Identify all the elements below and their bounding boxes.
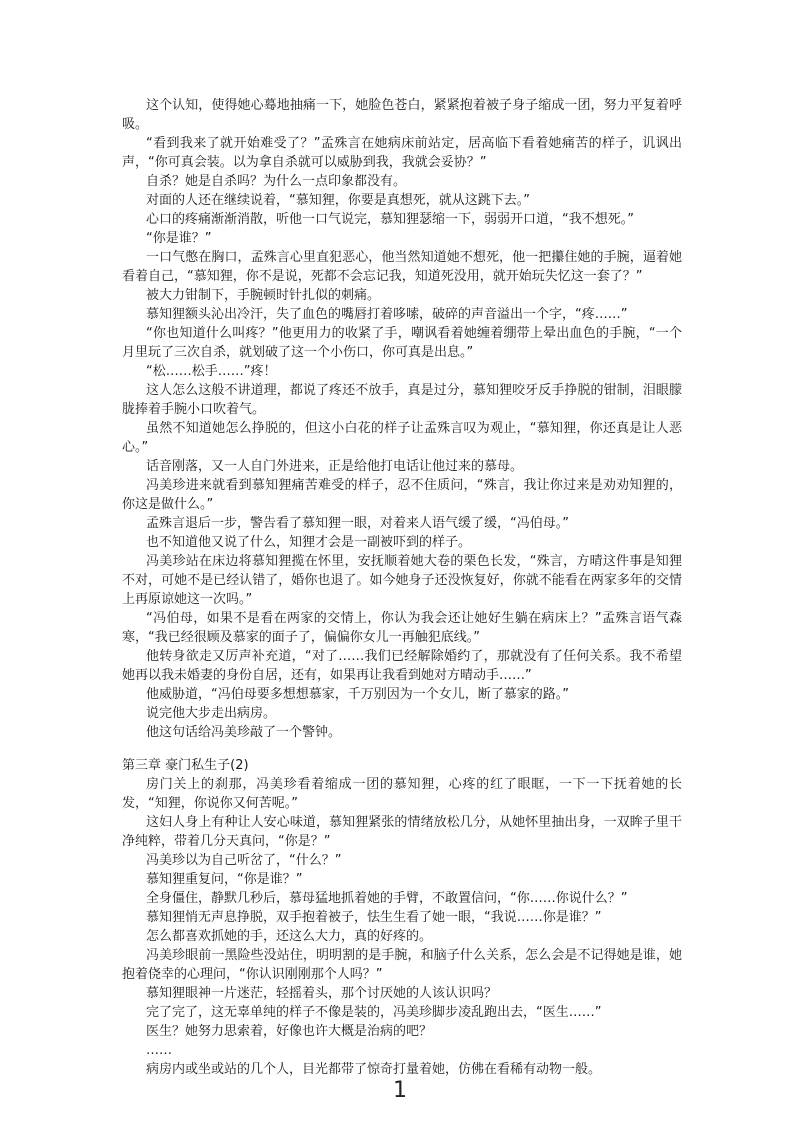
paragraph: “冯伯母，如果不是看在两家的交情上，你认为我会还让她好生躺在病床上？”孟殊言语气森寒，“我已经很顾及慕家的面子了，偏偏你女儿一再触犯底线。” <box>122 611 682 645</box>
paragraph: 他威胁道，“冯伯母要多想想慕家，千万别因为一个女儿，断了慕家的路。” <box>146 687 569 702</box>
paragraph: 冯美珍进来就看到慕知狸痛苦难受的样子，忍不住质问，“殊言，我让你过来是劝劝知狸的，你这是做什么。” <box>122 478 682 512</box>
paragraph: …… <box>146 1043 172 1058</box>
paragraph: 病房内或坐或站的几个人，目光都带了惊奇打量着她，仿佛在看稀有动物一般。 <box>146 1062 602 1077</box>
paragraph: 自杀？她是自杀吗？为什么一点印象都没有。 <box>146 174 407 189</box>
paragraph: 被大力钳制下，手腕顿时针扎似的刺痛。 <box>146 288 381 303</box>
paragraph: 冯美珍站在床边将慕知狸揽在怀里，安抚顺着她大卷的栗色长发，“殊言，方晴这件事是知狸不对，可她不是已经认错了，婚你也退了。如今她身子还没恢复好，你就不能看在两家多年的交情上再原谅她这一次吗。” <box>122 554 682 607</box>
paragraph: “你是谁？” <box>146 231 212 246</box>
paragraph: 他这句话给冯美珍敲了一个警钟。 <box>146 725 342 740</box>
paragraph: “你也知道什么叫疼？”他更用力的收紧了手，嘲讽看着她缠着绷带上晕出血色的手腕，“一个月里玩了三次自杀，就划破了这一个小伤口，你可真是出息。” <box>122 326 682 360</box>
paragraph: 说完他大步走出病房。 <box>146 706 277 721</box>
paragraph-group-a <box>122 96 682 742</box>
paragraph: 这个认知，使得她心蓦地抽痛一下，她脸色苍白，紧紧抱着被子身子缩成一团，努力平复着呼吸。 <box>122 98 682 132</box>
paragraph: 医生？她努力思索着，好像也许大概是治病的吧？ <box>146 1024 433 1039</box>
chapter-heading: 第三章 豪门私生子(2) <box>122 758 249 773</box>
paragraph: 慕知狸眼神一片迷茫，轻摇着头，那个讨厌她的人该认识吗？ <box>146 986 498 1001</box>
paragraph: 冯美珍眼前一黑险些没站住，明明割的是手腕，和脑子什么关系，怎么会是不记得她是谁，她抱着侥幸的心理问，“你认识刚刚那个人吗？” <box>122 948 682 982</box>
paragraph: 他转身欲走又厉声补充道，“对了……我们已经解除婚约了，那就没有了任何关系。我不希望她再以我未婚妻的身份自居，还有，如果再让我看到她对方晴动手……” <box>122 649 682 683</box>
paragraph: 这妇人身上有种让人安心味道，慕知狸紧张的情绪放松几分，从她怀里抽出身，一双眸子里干净纯粹，带着几分天真问，“你是？” <box>122 815 682 849</box>
paragraph: “看到我来了就开始难受了？”孟殊言在她病床前站定，居高临下看着她痛苦的样子，讥讽出声，“你可真会装。以为拿自杀就可以威胁到我，我就会妥协？” <box>122 136 682 170</box>
paragraph: 孟殊言退后一步，警告看了慕知狸一眼，对着来人语气缓了缓，“冯伯母。” <box>146 516 569 531</box>
paragraph: 慕知狸重复问，“你是谁？” <box>146 872 303 887</box>
paragraph: 对面的人还在继续说着，“慕知狸，你要是真想死，就从这跳下去。” <box>146 193 530 208</box>
paragraph: 一口气憋在胸口，孟殊言心里直犯恶心，他当然知道她不想死，他一把攥住她的手腕，逼着她看着自己，“慕知狸，你不是说，死都不会忘记我，知道死没用，就开始玩失忆这一套了？” <box>122 250 682 284</box>
paragraph: 冯美珍以为自己听岔了，“什么？” <box>146 853 342 868</box>
paragraph: 慕知狸额头沁出冷汗，失了血色的嘴唇打着哆嗦，破碎的声音溢出一个字，“疼……” <box>146 307 628 322</box>
paragraph: 也不知道他又说了什么，知狸才会是一副被吓到的样子。 <box>146 535 472 550</box>
paragraph-group-b <box>122 775 682 1079</box>
paragraph: 怎么都喜欢抓她的手，还这么大力，真的好疼的。 <box>146 929 433 944</box>
paragraph: 房门关上的刹那，冯美珍看着缩成一团的慕知狸，心疼的红了眼眶，一下一下抚着她的长发，“知狸，你说你又何苦呢。” <box>122 777 682 811</box>
paragraph: 这人怎么这般不讲道理，都说了疼还不放手，真是过分，慕知狸咬牙反手挣脱的钳制，泪眼朦胧捧着手腕小口吹着气。 <box>122 383 682 417</box>
page-number: 1 <box>393 1078 407 1103</box>
paragraph: 全身僵住，静默几秒后，慕母猛地抓着她的手臂，不敢置信问，“你……你说什么？” <box>146 891 628 906</box>
paragraph: 慕知狸悄无声息挣脱，双手抱着被子，怯生生看了她一眼，“我说……你是谁？” <box>146 910 602 925</box>
paragraph: “松……松手……”疼！ <box>146 364 277 379</box>
paragraph: 虽然不知道她怎么挣脱的，但这小白花的样子让孟殊言叹为观止，“慕知狸，你还真是让人恶心。” <box>122 421 682 455</box>
document-body <box>122 96 682 1079</box>
paragraph: 心口的疼痛渐渐消散，听他一口气说完，慕知狸瑟缩一下，弱弱开口道，“我不想死。” <box>146 212 634 227</box>
paragraph: 话音刚落，又一人自门外进来，正是给他打电话让他过来的慕母。 <box>146 459 524 474</box>
paragraph: 完了完了，这无辜单纯的样子不像是装的，冯美珍脚步凌乱跑出去，“医生……” <box>146 1005 602 1020</box>
